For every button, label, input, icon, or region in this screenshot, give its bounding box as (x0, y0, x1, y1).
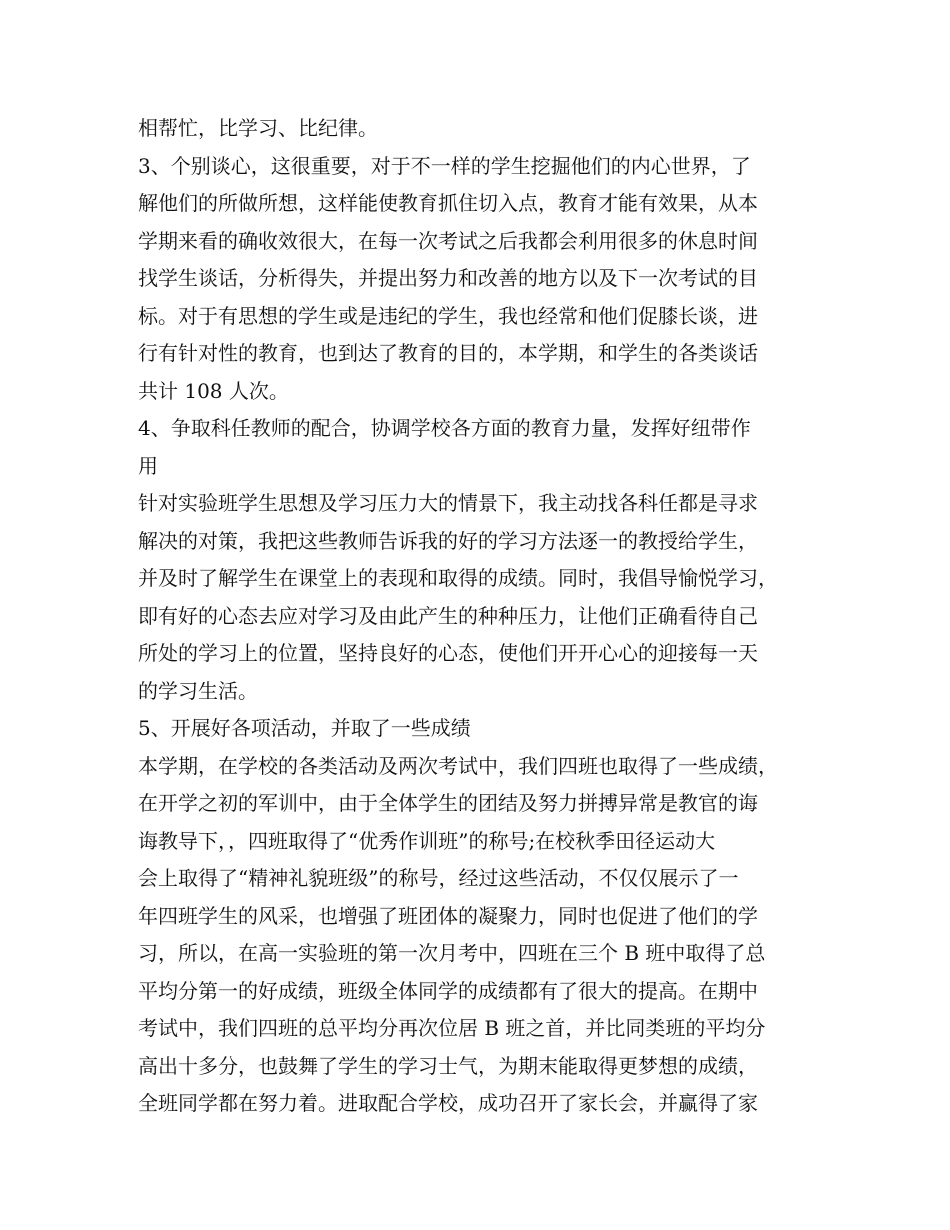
text-line: 行有针对性的教育，也到达了教育的目的，本学期，和学生的各类谈话 (138, 341, 758, 365)
text-line: 习，所以，在高一实验班的第一次月考中，四班在三个 B 班中取得了总 (138, 941, 766, 965)
text-line: 本学期，在学校的各类活动及两次考试中，我们四班也取得了一些成绩， (138, 753, 778, 778)
text-line: 平均分第一的好成绩，班级全体同学的成绩都有了很大的提高。在期中 (138, 978, 758, 1003)
text-line: 共计 108 人次。 (138, 378, 289, 403)
text-line: 年四班学生的风采，也增强了班团体的凝聚力，同时也促进了他们的学 (138, 903, 758, 928)
text-line: 解决的对策，我把这些教师告诉我的好的学习方法逐一的教授给学生， (138, 528, 758, 553)
text-line: 并及时了解学生在课堂上的表现和取得的成绩。同时，我倡导愉悦学习， (138, 566, 778, 590)
text-line: 针对实验班学生思想及学习压力大的情景下，我主动找各科任都是寻求 (138, 491, 758, 515)
text-line: 高出十多分，也鼓舞了学生的学习士气，为期末能取得更梦想的成绩， (138, 1053, 758, 1078)
text-line: 会上取得了“精神礼貌班级”的称号，经过这些活动，不仅仅展示了一 (138, 866, 739, 890)
text-line: 5、开展好各项活动，并取了一些成绩 (138, 716, 471, 740)
text-line: 3、个别谈心，这很重要，对于不一样的学生挖掘他们的内心世界，了 (138, 153, 751, 178)
text-line: 所处的学习上的位置，坚持良好的心态，使他们开开心心的迎接每一天 (138, 641, 758, 665)
text-line: 考试中，我们四班的总平均分再次位居 B 班之首，并比同类班的平均分 (138, 1016, 766, 1040)
text-line: 用 (138, 453, 158, 478)
text-line: 标。对于有思想的学生或是违纪的学生，我也经常和他们促膝长谈，进 (138, 303, 758, 328)
text-line: 解他们的所做所想，这样能使教育抓住切入点，教育才能有效果，从本 (138, 191, 758, 215)
text-line: 在开学之初的军训中，由于全体学生的团结及努力拼搏异常是教官的诲 (138, 791, 758, 815)
text-line: 的学习生活。 (138, 678, 258, 703)
text-line: 全班同学都在努力着。进取配合学校，成功召开了家长会，并赢得了家 (138, 1091, 758, 1115)
text-line: 相帮忙，比学习、比纪律。 (138, 116, 378, 140)
text-line: 找学生谈话，分析得失，并提出努力和改善的地方以及下一次考试的目 (138, 266, 758, 290)
text-line: 4、争取科任教师的配合，协调学校各方面的教育力量，发挥好纽带作 (138, 416, 751, 440)
text-line: 诲教导下，，四班取得了“优秀作训班”的称号;在校秋季田径运动大 (138, 828, 716, 853)
document-body (138, 110, 838, 1123)
text-line: 即有好的心态去应对学习及由此产生的种种压力，让他们正确看待自己 (138, 603, 758, 628)
text-line: 学期来看的确收效很大，在每一次考试之后我都会利用很多的休息时间 (138, 228, 758, 253)
